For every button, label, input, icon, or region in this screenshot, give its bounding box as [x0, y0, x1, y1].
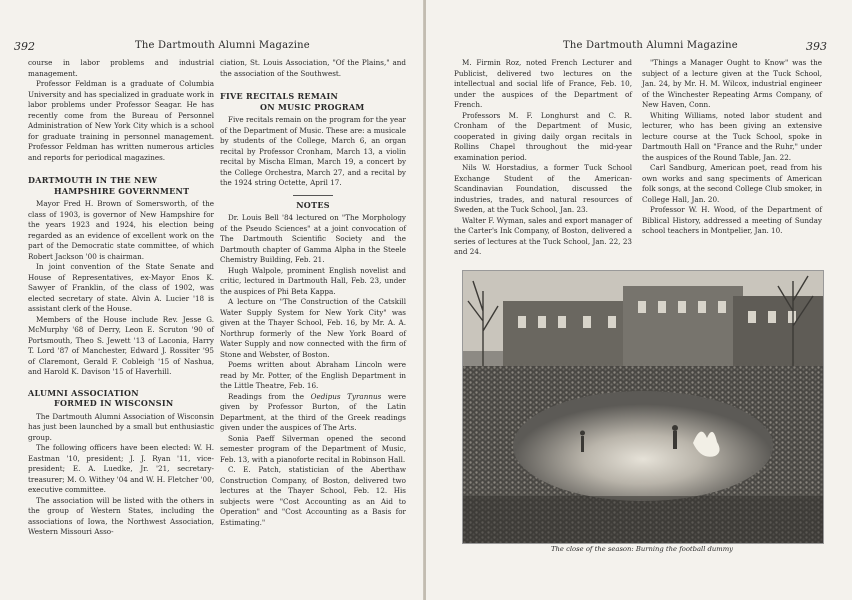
paragraph: The Dartmouth Alumni Association of Wisconsin has just been launched by a small but enthusiastic group.: [28, 411, 214, 442]
paragraph: Walter F. Wyman, sales and export manager of the Carter's Ink Company, of Boston, delivered a series of lectures at the Tuck School, Jan. 22, 23 and 24.: [454, 215, 632, 256]
paragraph: Members of the House include Rev. Jesse G. McMurphy '68 of Derry, Leon E. Scruton '90 of Portsmouth, Theo S. Jewett '13 of Laconia, Harry T. Lord '87 of Manchester, Edward J. Rossiter '95 of Claremont, Gerald F. Cobleigh '15 of Nashua, and Harold K. Davison '15 of Haverhill.: [28, 314, 214, 376]
paragraph: Sonia Paeff Silverman opened the second semester program of the Department of Music, Feb. 13, with a pianoforte recital in Robinson Hall.: [220, 433, 406, 464]
paragraph: In joint convention of the State Senate and House of Representatives, ex-Mayor Enos K. Sawyer of Franklin, of the class of 1902, was elected secretary of state. Alvin A. Lucier '18 is assistant clerk of the House.: [28, 262, 214, 313]
text-run: were given by Professor Burton, of the Latin Department, at the third of the Greek readings given under the auspices of The Arts.: [220, 391, 406, 432]
paragraph: Poems written about Abraham Lincoln were read by Mr. Potter, of the English Department in the Little Theatre, Feb. 16.: [220, 360, 406, 390]
paragraph: M. Firmin Roz, noted French Lecturer and Publicist, delivered two lectures on the intellectual and social life of France, Feb. 10, under the auspices of the Department of French.: [454, 58, 632, 109]
paragraph: C. E. Patch, statistician of the Aberthaw Construction Company, of Boston, delivered two lectures at the Thayer School, Feb. 12. His subjects were "Cost Accounting as an Aid to Operation" and "Cost Accounting as a Basis for Estimating.": [220, 465, 406, 527]
paragraph: Carl Sandburg, American poet, read from his own works and sang speciments of American folk songs, at the second College Club smoker, in College Hall, Jan. 20.: [642, 163, 822, 204]
left-page: [0, 0, 424, 600]
paragraph: Professor W. H. Wood, of the Department of Biblical History, addressed a meeting of Sunday school teachers in Montpelier, Jan. 10.: [642, 205, 822, 235]
notes-heading: NOTES: [296, 199, 330, 210]
heading-line: DARTMOUTH IN THE NEW: [28, 175, 158, 185]
left-column-2: [220, 58, 406, 528]
paragraph: Hugh Walpole, prominent English novelist and critic, lectured in Dartmouth Hall, Feb. 23, under the auspices of Phi Beta Kappa.: [220, 265, 406, 296]
heading-line: ON MUSIC PROGRAM: [260, 101, 365, 112]
section-heading: [220, 91, 406, 112]
paragraph: [220, 392, 406, 434]
paragraph: Nils W. Horstadius, a former Tuck School Exchange Student of the American-Scandinavian Foundation, discussed the industries, trades, and natural resources of Sweden, at the Tuck School, Jan. 23.: [454, 163, 632, 214]
paragraph: Five recitals remain on the program for the year of the Department of Music. These are: a musicale by students of the College, March 6, an organ recital by Professor Cronham, March 13, a violin recital by Mischa Elman, March 19, a concert by the College Orchestra, March 27, and a recital by the 1924 string Octette, April 17.: [220, 115, 406, 187]
paragraph: Mayor Fred H. Brown of Somersworth, of the class of 1903, is governor of New Hampshire for the years 1923 and 1924, his election being regarded as an evidence of excellent work on the part of the Democratic state committee, of which Robert Jackson '00 is chairman.: [28, 199, 214, 261]
paragraph: A lecture on "The Construction of the Catskill Water Supply System for New York City" was given at the Thayer School, Feb. 16, by Mr. A. A. Northrup formerly of the New York Board of Water Supply and now connected with the firm of Stone and Webster, of Boston.: [220, 297, 406, 359]
heading-line: ALUMNI ASSOCIATION: [28, 387, 139, 398]
paragraph: Professors M. F. Longhurst and C. R. Cronham of the Department of Music, cooperated in giving daily organ recitals in Rollins Chapel throughout the mid-year examination period.: [454, 110, 632, 162]
right-page-number: 393: [806, 40, 827, 53]
left-column-1: [28, 58, 214, 538]
section-heading: [28, 388, 214, 409]
heading-line: FIVE RECITALS REMAIN: [220, 91, 339, 101]
left-page-header: The Dartmouth Alumni Magazine: [135, 40, 310, 51]
divider: [293, 195, 333, 196]
section-heading: [28, 175, 214, 196]
bonfire-photo: [462, 270, 824, 544]
photo-illustration: [463, 271, 823, 543]
paragraph: Whiting Williams, noted labor student and lecturer, who has been giving an extensive lecture course at the Tuck School, spoke in Dartmouth Hall on "France and the Ruhr," under the auspices of the Round Table, Jan. 22.: [642, 110, 822, 162]
paragraph: "Things a Manager Ought to Know" was the subject of a lecture given at the Tuck School, Jan. 24, by Mr. H. M. Wilcox, industrial engineer of the Winchester Repeating Arms Company, of New Haven, Conn.: [642, 58, 822, 109]
right-page-header: The Dartmouth Alumni Magazine: [563, 40, 738, 51]
right-column-1: [454, 58, 632, 258]
left-page-number: 392: [14, 40, 35, 53]
paragraph: Professor Feldman is a graduate of Columbia University and has specialized in graduate work in labor problems under Professor Seagar. He has recently come from the Bureau of Personnel Administration of New York City which is a school for graduate training in personnel management. Professor Feldman has written numerous articles and reports for periodical magazines.: [28, 79, 214, 162]
text-run: Readings from the: [228, 391, 311, 401]
paragraph: Dr. Louis Bell '84 lectured on "The Morphology of the Pseudo Sciences" at a joint convocation of The Dartmouth Scientific Society and the Dartmouth chapter of Gamma Alpha in the Steele Chemistry Building, Feb. 21.: [220, 213, 406, 264]
heading-line: FORMED IN WISCONSIN: [54, 398, 174, 408]
italic-title: Oedipus Tyrannus: [310, 391, 382, 401]
paragraph: The association will be listed with the others in the group of Western States, including the associations of Iowa, the Northwest Association, Western Missouri Asso-: [28, 495, 214, 536]
paragraph: ciation, St. Louis Association, "Of the Plains," and the association of the Southwest.: [220, 58, 406, 78]
right-column-2: [642, 58, 822, 237]
paragraph: The following officers have been elected: W. H. Eastman '10, president; J. J. Ryan '11, vice-president; E. A. Luedke, Jr. '21, secretary-treasurer; M. O. Withey '04 and W. H. Fletcher '00, executive committee.: [28, 443, 214, 494]
photo-caption: The close of the season: Burning the football dummy: [550, 545, 734, 553]
paragraph: course in labor problems and industrial management.: [28, 58, 214, 78]
heading-line: HAMPSHIRE GOVERNMENT: [54, 185, 190, 196]
